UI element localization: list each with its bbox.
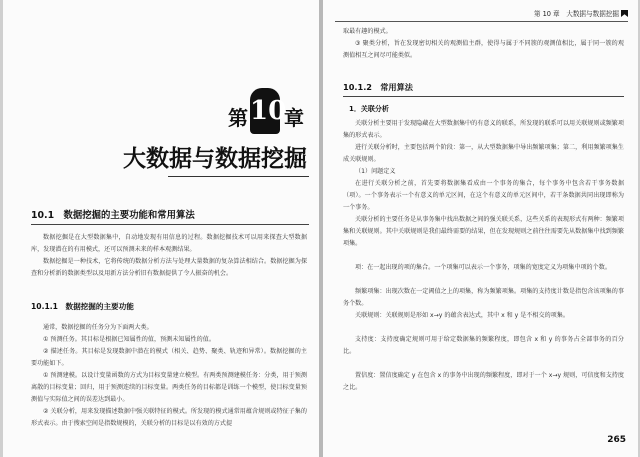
- right-paragraph-5: 关联分析的主要任务是从事务集中找出数据之间的强关联关系，这些关系的表现形式有两种：频繁项集和关联规则。其中关联规则是我们最终需要的结果，但在发现规则之前往往需要先从数据集中找到频繁项集。: [343, 216, 624, 248]
- running-head: [534, 8, 628, 18]
- subsection-title: 10.1.1 数据挖掘的主要功能: [31, 302, 134, 311]
- chapter-number-badge: 10: [250, 88, 280, 134]
- right-section-rule: [343, 96, 624, 97]
- right-paragraph-7: 频繁项集：出现次数在一定阈值之上的项集，称为频繁项集。项集的支持度计数是指包含该项集的事务个数。: [343, 288, 624, 308]
- right-paragraph-3: （1）问题定义: [355, 168, 396, 175]
- body-paragraph-1: 通常，数据挖掘的任务分为下面两大类。: [43, 324, 153, 331]
- chapter-title-rule: [168, 176, 309, 177]
- intro-paragraph-2: 数据挖掘是一种技术，它将传统的数据分析方法与处理大量数据的复杂算法相结合。数据挖掘为探查和分析新的数据类型以及用新方法分析旧有数据提供了令人振奋的机会。: [31, 258, 307, 278]
- body-paragraph-2: ① 预测任务。其目标是根据已知属性的值，预测未知属性的值。: [43, 336, 215, 343]
- page-number: 265: [607, 435, 626, 445]
- chapter-title: 大数据与数据挖掘: [123, 145, 307, 172]
- running-head-rule: [335, 21, 628, 22]
- chapter-label-pre: 第: [228, 106, 248, 130]
- right-paragraph-8: 关联规则：关联规则是形如 x→y 的蕴含表达式，其中 x 和 y 是不相交的项集。: [355, 312, 569, 319]
- section-rule: [31, 224, 309, 225]
- body-paragraph-4: ① 预测建模。以设计变量函数的方式为目标变量建立模型。有两类预测建模任务：分类，用于预测离散的目标变量；回归，用于预测连续的目标变量。两类任务的目标都是训练一个模型，使目标变量预测值与实际值之间的误差达到最小。: [31, 372, 307, 404]
- left-page: [3, 0, 319, 457]
- running-head-text: 第 10 章 大数据与数据挖掘: [533, 10, 619, 18]
- right-paragraph-2: 进行关联分析时，主要包括两个阶段：第一，从大型数据集中导出频繁项集；第二，利用频繁项集生成关联规则。: [343, 144, 624, 164]
- right-paragraph-1: 关联分析主要用于发现隐藏在大型数据集中的有意义的联系，所发现的联系可以用关联规则或频繁项集的形式表示。: [343, 120, 624, 140]
- right-section-title: 10.1.2 常用算法: [343, 82, 413, 92]
- chapter-heading: [228, 88, 308, 138]
- right-paragraph-10: 置信度：置信度确定 y 在包含 x 的事务中出现的频繁程度，即对于一个 x→y 规则，可信度和支持度之比。: [343, 372, 624, 392]
- body-paragraph-5: ② 关联分析，用来发现描述数据中强关联特征的模式。所发现的模式通常用蕴含规则或特征子集的形式表示。由于搜索空间是指数规模的，关联分析的目标是以有效的方式提: [31, 408, 307, 428]
- right-subsection-title: 1．关联分析: [349, 105, 389, 113]
- bookmark-flag-icon: [621, 10, 628, 17]
- right-paragraph-top-2: ③ 聚类分析，旨在发现密切相关的观测值主群，使得与属于不同簇的观测值相比，属于同一簇的观测值相互之间尽可能类似。: [343, 40, 624, 60]
- section-title: 10.1 数据挖掘的主要功能和常用算法: [31, 210, 195, 221]
- right-paragraph-9: 支持度：支持度确定规则可用于给定数据集的频繁程度，即包含 x 和 y 的事务占全部事务的百分比。: [343, 336, 624, 356]
- right-paragraph-4: 在进行关联分析之前，首先要将数据集看成由一个事务的集合，每个事务中包含若干事务数据（项）。一个事务表示一个有意义的单元区间，在这个有意义的单元区间中，若干条数据共同出现即称为一个事务。: [343, 180, 624, 212]
- right-paragraph-6: 项：在一起出现的项的集合。一个项集可以表示一个事务，项集的宽度定义为项集中项的个数。: [355, 264, 611, 271]
- body-paragraph-3: ② 描述任务。其目标是发现数据中潜在的模式（相关、趋势、聚类、轨迹和异常）。数据挖掘的主要功能如下。: [31, 348, 307, 368]
- right-paragraph-top-1: 取最有趣的模式。: [343, 28, 392, 35]
- chapter-label-post: 章: [284, 106, 304, 130]
- right-page: [323, 0, 638, 457]
- intro-paragraph-1: 数据挖掘是在大型数据集中，自动地发现有用信息的过程。数据挖掘技术可以用来探查大型数据库，发现潜在的有用模式，还可以预测未来的样本观测结果。: [31, 234, 307, 254]
